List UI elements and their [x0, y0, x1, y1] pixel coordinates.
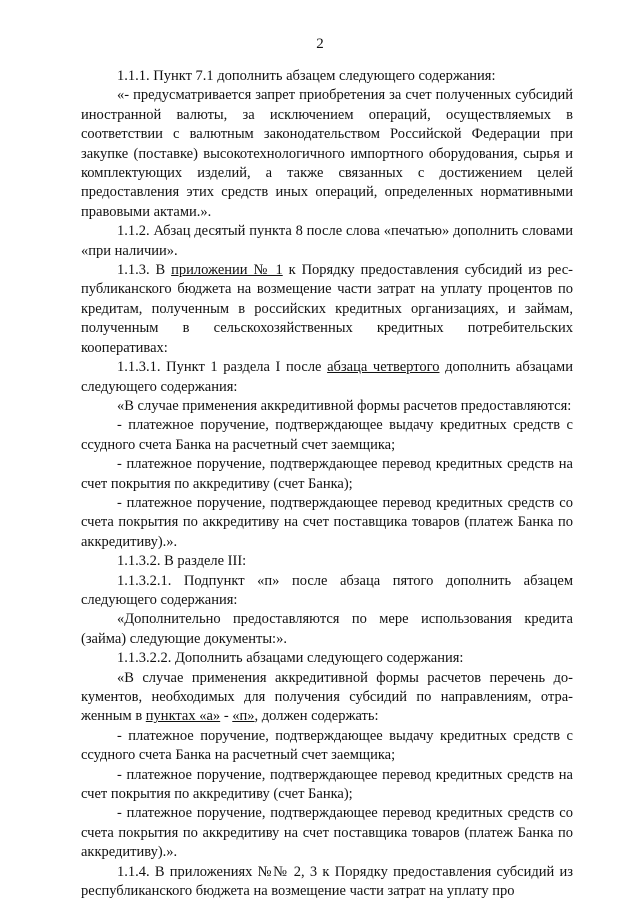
paragraph: [81, 552, 573, 571]
paragraph-text: - платежное поручение, подтверждающее выдачу кредитных средств с ссудного счета Банка на расчетный счет заемщика;: [81, 417, 573, 453]
paragraph-text: - платежное поручение, подтверждающее перевод кредитных средств на счет покрытия по аккредитиву (счет Банка);: [81, 456, 573, 492]
paragraph: [81, 863, 573, 902]
paragraph-text: дополнить абзацами следующего содержания:: [81, 359, 573, 395]
paragraph: [81, 397, 573, 416]
paragraph-text: 1.1.3.2. В разделе III:: [117, 553, 247, 570]
paragraph: [81, 649, 573, 668]
paragraph-text: «- предусматривается запрет приобретения за счет полученных субсидий иностранной валюты, за исключением операций, осуществляемых в соответствии с валютным законодательством Российской Федерации при закупке (поставке) высокотехнологичного импортного оборудования, сырья и комплектующих изделий, а также связанных с достижением целей предоставления этих средств иных операций, определенных нормативными правовыми актами.».: [81, 87, 573, 220]
paragraph-text: - платежное поручение, подтверждающее перевод кредитных средств со счета покрытия по аккредитиву на счет поставщика товаров (платеж Банка по аккредитиву).».: [81, 805, 573, 861]
paragraph: [81, 494, 573, 552]
paragraph-text: 1.1.1. Пункт 7.1 дополнить абзацем следующего содержания:: [117, 68, 496, 84]
paragraph-text: 1.1.3. В: [117, 262, 172, 279]
paragraph: [81, 86, 573, 222]
paragraph-text: «В случае применения аккредитивной формы расчетов предоставляются:: [117, 397, 572, 414]
paragraph-text: «В случае применения аккредитивной формы расчетов перечень документов, необходимых для получения субсидий по направлениям, отраженным в: [81, 669, 573, 725]
document-reference-link: «п»: [232, 708, 255, 725]
paragraph-text: - платежное поручение, подтверждающее выдачу кредитных средств с ссудного счета Банка на расчетный счет заемщика;: [81, 727, 573, 764]
paragraph: [81, 358, 573, 397]
paragraph-text: 1.1.4. В приложениях №№ 2, 3 к Порядку предоставления субсидий из республиканского бюджета на возмещение части затрат на уплату про: [81, 863, 573, 900]
paragraph-text: 1.1.3.1. Пункт 1 раздела I после: [117, 359, 328, 376]
paragraph-text: к Порядку предоставления субсидий из республиканского бюджета на возмещение части затрат на уплату процентов по кредитам, полученным в российских кредитных организациях, и займам, полученным в сельскохозяйственных кредитных потребительских кооперативах:: [81, 262, 574, 356]
paragraph-text: 1.1.3.2.1. Подпункт «п» после абзаца пятого дополнить абзацем следующего содержания:: [81, 572, 573, 608]
paragraph-text: -: [220, 708, 233, 725]
paragraph-text: 1.1.2. Абзац десятый пункта 8 после слова «печатью» дополнить словами «при наличии».: [81, 223, 573, 259]
document-reference-link: абзаца четвертого: [327, 359, 440, 376]
paragraph: [81, 727, 573, 766]
document-reference-link: пунктах «а»: [145, 708, 221, 725]
paragraph: [81, 610, 573, 649]
paragraph-text: - платежное поручение, подтверждающее перевод кредитных средств на счет покрытия по аккредитиву (счет Банка);: [81, 766, 573, 803]
paragraph-text: 1.1.3.2.2. Дополнить абзацами следующего содержания:: [117, 650, 464, 667]
paragraph: [81, 261, 573, 358]
paragraph: [81, 766, 573, 805]
document-reference-link: приложении № 1: [171, 262, 283, 279]
paragraph: [81, 804, 573, 862]
paragraph: [81, 455, 573, 494]
paragraph-text: «Дополнительно предоставляются по мере использования кредита (займа) следующие документы:».: [81, 611, 573, 647]
paragraph-text: , должен содержать:: [254, 708, 379, 725]
paragraph: [81, 67, 573, 86]
document-body: [81, 67, 573, 901]
paragraph: [81, 572, 573, 611]
paragraph: [81, 222, 573, 261]
page-number: 2: [316, 36, 324, 52]
paragraph: [81, 416, 573, 455]
paragraph-text: - платежное поручение, подтверждающее перевод кредитных средств со счета покрытия по аккредитиву на счет поставщика товаров (платеж Банка по аккредитиву).».: [81, 494, 573, 550]
paragraph: [81, 669, 573, 727]
